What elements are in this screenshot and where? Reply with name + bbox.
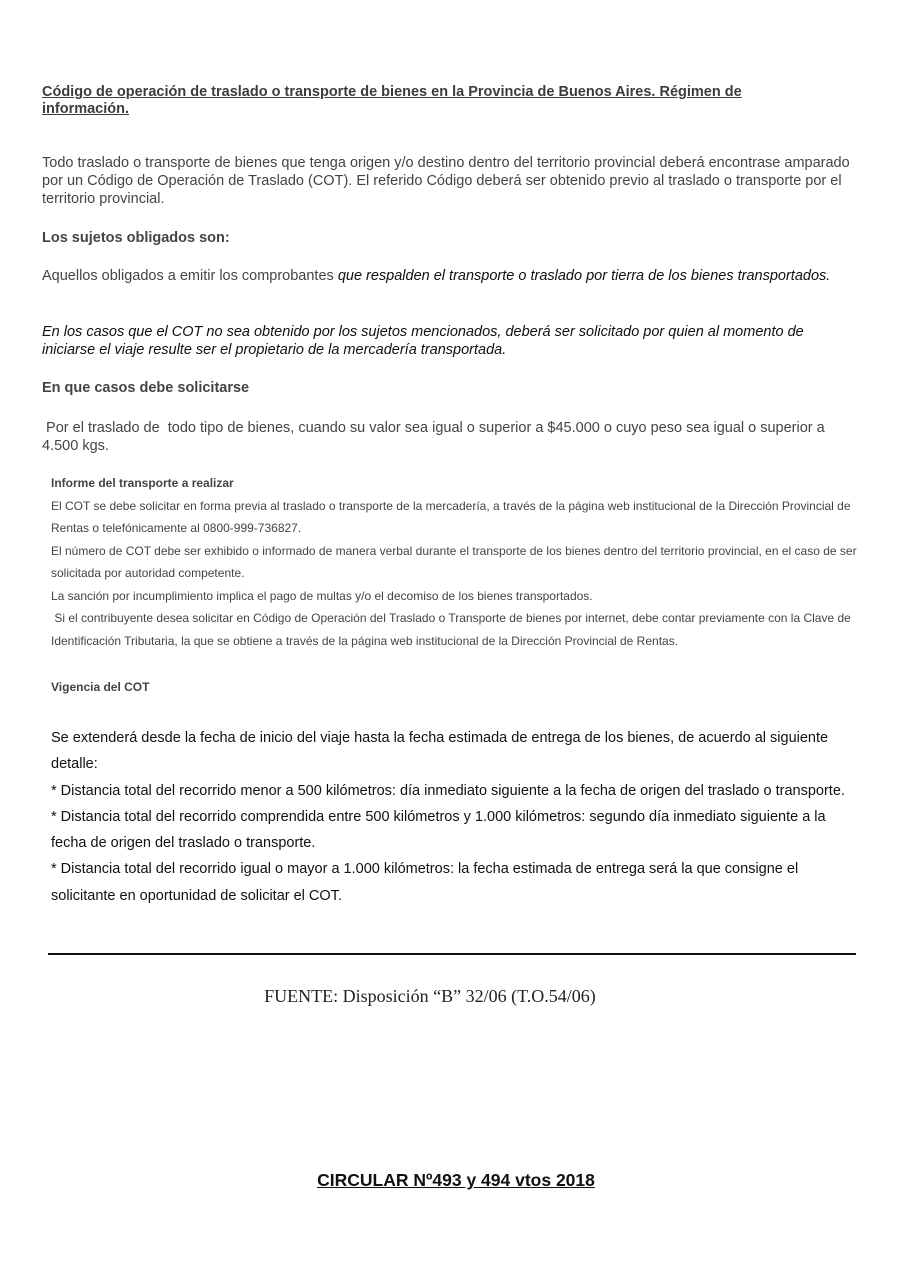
- informe-line: Si el contribuyente desea solicitar en Código de Operación del Traslado o Transporte de bienes por internet, debe contar previamente con la Clave de Identificación Tributaria, la que se obtiene a través de la página web institucional de la Dirección Provincial de Rentas.: [51, 611, 855, 648]
- informe-heading: Informe del transporte a realizar: [51, 476, 234, 490]
- sujetos-paragraph: [42, 267, 842, 285]
- vigencia-heading: Vigencia del COT: [51, 680, 150, 694]
- vigencia-section: [51, 725, 861, 909]
- sujetos-text-italic: que respalden el transporte o traslado por tierra de los bienes transportados.: [337, 268, 831, 284]
- informe-line: La sanción por incumplimiento implica el pago de multas y/o el decomiso de los bienes transportados.: [51, 588, 593, 603]
- horizontal-rule: [48, 953, 856, 955]
- circular-footer: CIRCULAR Nº493 y 494 vtos 2018: [317, 1170, 595, 1190]
- document-title: Código de operación de traslado o transporte de bienes en la Provincia de Buenos Aires. Régimen de información.: [42, 84, 742, 117]
- informe-line: El COT se debe solicitar en forma previa al traslado o transporte de la mercadería, a través de la página web institucional de la Dirección Provincial de Rentas o telefónicamente al 0800-999-736827.: [51, 498, 851, 535]
- en-que-casos-heading: En que casos debe solicitarse: [42, 380, 250, 396]
- sujetos-text-plain: Aquellos obligados a emitir los comprobantes: [42, 268, 338, 284]
- vigencia-line: * Distancia total del recorrido igual o mayor a 1.000 kilómetros: la fecha estimada de entrega será la que consigne el solicitante en oportunidad de solicitar el COT.: [51, 861, 799, 904]
- sujetos-heading: Los sujetos obligados son:: [42, 230, 230, 246]
- informe-line: El número de COT debe ser exhibido o informado de manera verbal durante el transporte de los bienes dentro del territorio provincial, en el caso de ser solicitada por autoridad competente.: [51, 543, 857, 580]
- traslado-paragraph: Por el traslado de todo tipo de bienes, cuando su valor sea igual o superior a $45.000 o cuyo peso sea igual o superior a 4.500 kgs.: [42, 420, 829, 454]
- casos-paragraph: En los casos que el COT no sea obtenido por los sujetos mencionados, deberá ser solicitado por quien al momento de iniciarse el viaje resulte ser el propietario de la mercadería transportada.: [42, 324, 804, 358]
- intro-paragraph: Todo traslado o transporte de bienes que tenga origen y/o destino dentro del territorio provincial deberá encontrase amparado por un Código de Operación de Traslado (COT). El referido Código deberá ser obtenido previo al traslado o transporte por el territorio provincial.: [42, 155, 850, 207]
- vigencia-line: * Distancia total del recorrido comprendida entre 500 kilómetros y 1.000 kilómetros: segundo día inmediato siguiente a la fecha de origen del traslado o transporte.: [51, 808, 826, 852]
- fuente-text: FUENTE: Disposición “B” 32/06 (T.O.54/06): [264, 986, 596, 1006]
- vigencia-line: * Distancia total del recorrido menor a 500 kilómetros: día inmediato siguiente a la fecha de origen del traslado o transporte.: [51, 782, 845, 799]
- informe-section: [51, 472, 861, 652]
- vigencia-line: Se extenderá desde la fecha de inicio del viaje hasta la fecha estimada de entrega de los bienes, de acuerdo al siguiente detalle:: [51, 730, 829, 773]
